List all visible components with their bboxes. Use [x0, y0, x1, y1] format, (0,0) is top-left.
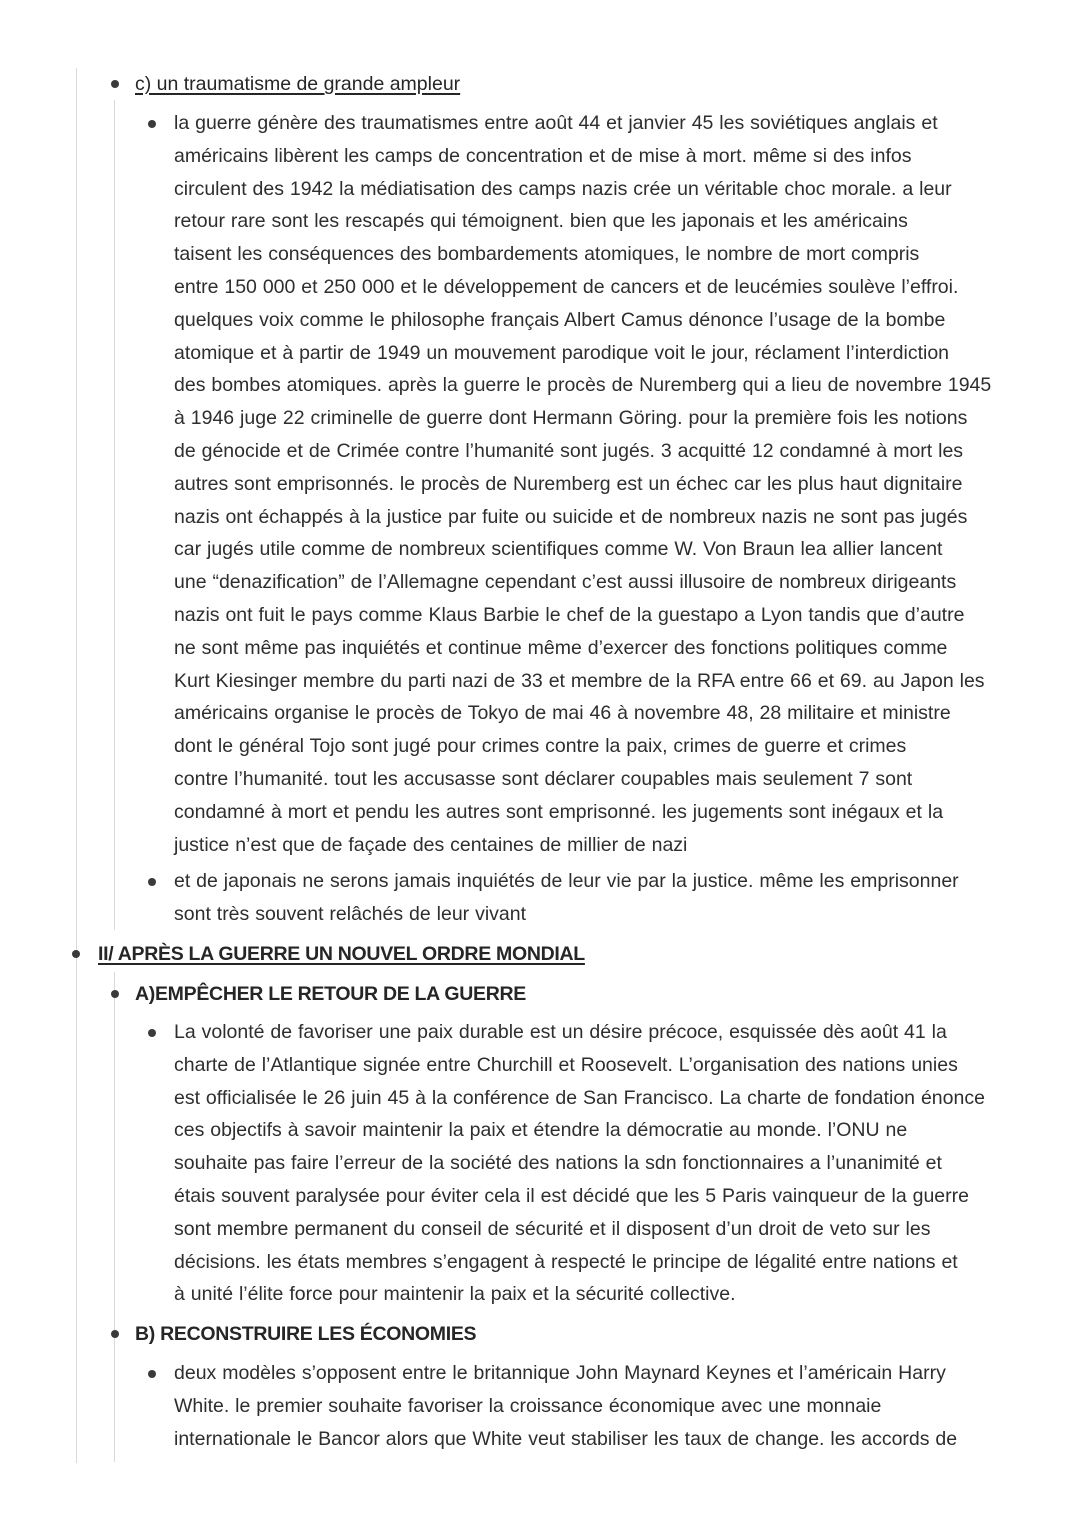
bullet-part2-heading: [72, 950, 80, 958]
paragraph-line: retour rare sont les rescapés qui témoignent. bien que les japonais et les américains: [174, 210, 908, 233]
paragraph-line: autres sont emprisonnés. le procès de Nuremberg est un échec car les plus haut dignitaire: [174, 472, 963, 495]
paragraph-line: américains organise le procès de Tokyo de mai 46 à novembre 48, 28 militaire et ministre: [174, 702, 951, 725]
paragraph-line: est officialisée le 26 juin 45 à la conférence de San Francisco. La charte de fondation énonce: [174, 1086, 985, 1109]
paragraph-line: et de japonais ne serons jamais inquiétés de leur vie par la justice. même les emprisonner: [174, 870, 959, 892]
bullet-b-heading: [111, 1330, 119, 1338]
section-b-paragraph: [174, 1357, 1024, 1455]
paragraph-line: nazis ont fuit le pays comme Klaus Barbie le chef de la guestapo a Lyon tandis que d’autre: [174, 603, 965, 626]
paragraph-line: sont très souvent relâchés de leur vivant: [174, 902, 527, 925]
paragraph-line: deux modèles s’opposent entre le britannique John Maynard Keynes et l’américain Harry: [174, 1362, 946, 1384]
section-a-heading: A)EMPÊCHER LE RETOUR DE LA GUERRE: [135, 983, 526, 1005]
bullet-a-paragraph: [148, 1029, 156, 1037]
paragraph-line: circulent des 1942 la médiatisation des camps nazis crée un véritable choc morale. a leur: [174, 177, 952, 200]
paragraph-line: à 1946 juge 22 criminelle de guerre dont Hermann Göring. pour la première fois les notions: [174, 407, 968, 430]
outline-guide-level-2b: [114, 972, 115, 1462]
paragraph-line: taisent les conséquences des bombardements atomiques, le nombre de mort compris: [174, 243, 920, 266]
paragraph-line: américains libèrent les camps de concentration et de mise à mort. même si des infos: [174, 144, 912, 167]
paragraph-line: atomique et à partir de 1949 un mouvement parodique voit le jour, réclament l’interdiction: [174, 341, 950, 364]
paragraph-line: décisions. les états membres s’engagent à respecté le principe de légalité entre nations et: [174, 1250, 958, 1273]
bullet-b-paragraph: [148, 1370, 156, 1378]
section-a-paragraph: [174, 1016, 1024, 1311]
paragraph-line: ces objectifs à savoir maintenir la paix et étendre la démocratie au monde. l’ONU ne: [174, 1119, 908, 1142]
paragraph-line: Kurt Kiesinger membre du parti nazi de 33 et membre de la RFA entre 66 et 69. au Japon les: [174, 669, 985, 692]
bullet-c-heading: [111, 80, 119, 88]
section-c-heading: c) un traumatisme de grande ampleur: [135, 73, 461, 95]
outline-guide-level-2: [114, 100, 115, 930]
section-b-heading: B) RECONSTRUIRE LES ÉCONOMIES: [135, 1323, 477, 1345]
paragraph-line: ne sont même pas inquiétés et continue même d’exercer des fonctions politiques comme: [174, 636, 948, 659]
paragraph-line: justice n’est que de façade des centaines de millier de nazi: [174, 833, 688, 856]
paragraph-line: une “denazification” de l’Allemagne cependant c’est aussi illusoire de nombreux dirigeants: [174, 571, 957, 594]
paragraph-line: quelques voix comme le philosophe français Albert Camus dénonce l’usage de la bombe: [174, 308, 946, 331]
paragraph-line: de génocide et de Crimée contre l’humanité sont jugés. 3 acquitté 12 condamné à mort les: [174, 439, 964, 462]
paragraph-line: La volonté de favoriser une paix durable est un désire précoce, esquissée dès août 41 la: [174, 1021, 947, 1043]
paragraph-line: White. le premier souhaite favoriser la croissance économique avec une monnaie: [174, 1394, 882, 1417]
paragraph-line: la guerre génère des traumatismes entre août 44 et janvier 45 les soviétiques anglais et: [174, 112, 938, 134]
bullet-a-heading: [111, 990, 119, 998]
paragraph-line: à unité l’élite force pour maintenir la paix et la sécurité collective.: [174, 1283, 736, 1306]
paragraph-line: contre l’humanité. tout les accusasse sont déclarer coupables mais seulement 7 sont: [174, 767, 913, 790]
paragraph-line: des bombes atomiques. après la guerre le procès de Nuremberg qui a lieu de novembre 1945: [174, 374, 992, 397]
paragraph-line: entre 150 000 et 250 000 et le développement de cancers et de leucémies soulève l’effroi.: [174, 275, 959, 298]
bullet-c-paragraph-2: [148, 878, 156, 886]
paragraph-line: nazis ont échappés à la justice par fuite ou suicide et de nombreux nazis ne sont pas jugés: [174, 505, 968, 528]
paragraph-line: souhaite pas faire l’erreur de la société des nations la sdn fonctionnaires a l’unanimité et: [174, 1152, 942, 1175]
outline-guide-level-1: [76, 68, 77, 1463]
paragraph-line: sont membre permanent du conseil de sécurité et il disposent d’un droit de veto sur les: [174, 1217, 931, 1240]
paragraph-line: charte de l’Atlantique signée entre Churchill et Roosevelt. L’organisation des nations unies: [174, 1053, 958, 1076]
paragraph-line: condamné à mort et pendu les autres sont emprisonné. les jugements sont inégaux et la: [174, 800, 944, 823]
paragraph-line: dont le général Tojo sont jugé pour crimes contre la paix, crimes de guerre et crimes: [174, 735, 907, 758]
part2-heading: II/ APRÈS LA GUERRE UN NOUVEL ORDRE MONDIAL: [98, 943, 585, 965]
section-c-paragraph-1: [174, 107, 1024, 861]
section-c-paragraph-2: [174, 865, 1024, 931]
paragraph-line: car jugés utile comme de nombreux scientifiques comme W. Von Braun lea allier lancent: [174, 538, 943, 561]
paragraph-line: étais souvent paralysée pour éviter cela il est décidé que les 5 Paris vainqueur de la guerre: [174, 1184, 969, 1207]
bullet-c-paragraph-1: [148, 120, 156, 128]
paragraph-line: internationale le Bancor alors que White veut stabiliser les taux de change. les accords de: [174, 1427, 958, 1450]
